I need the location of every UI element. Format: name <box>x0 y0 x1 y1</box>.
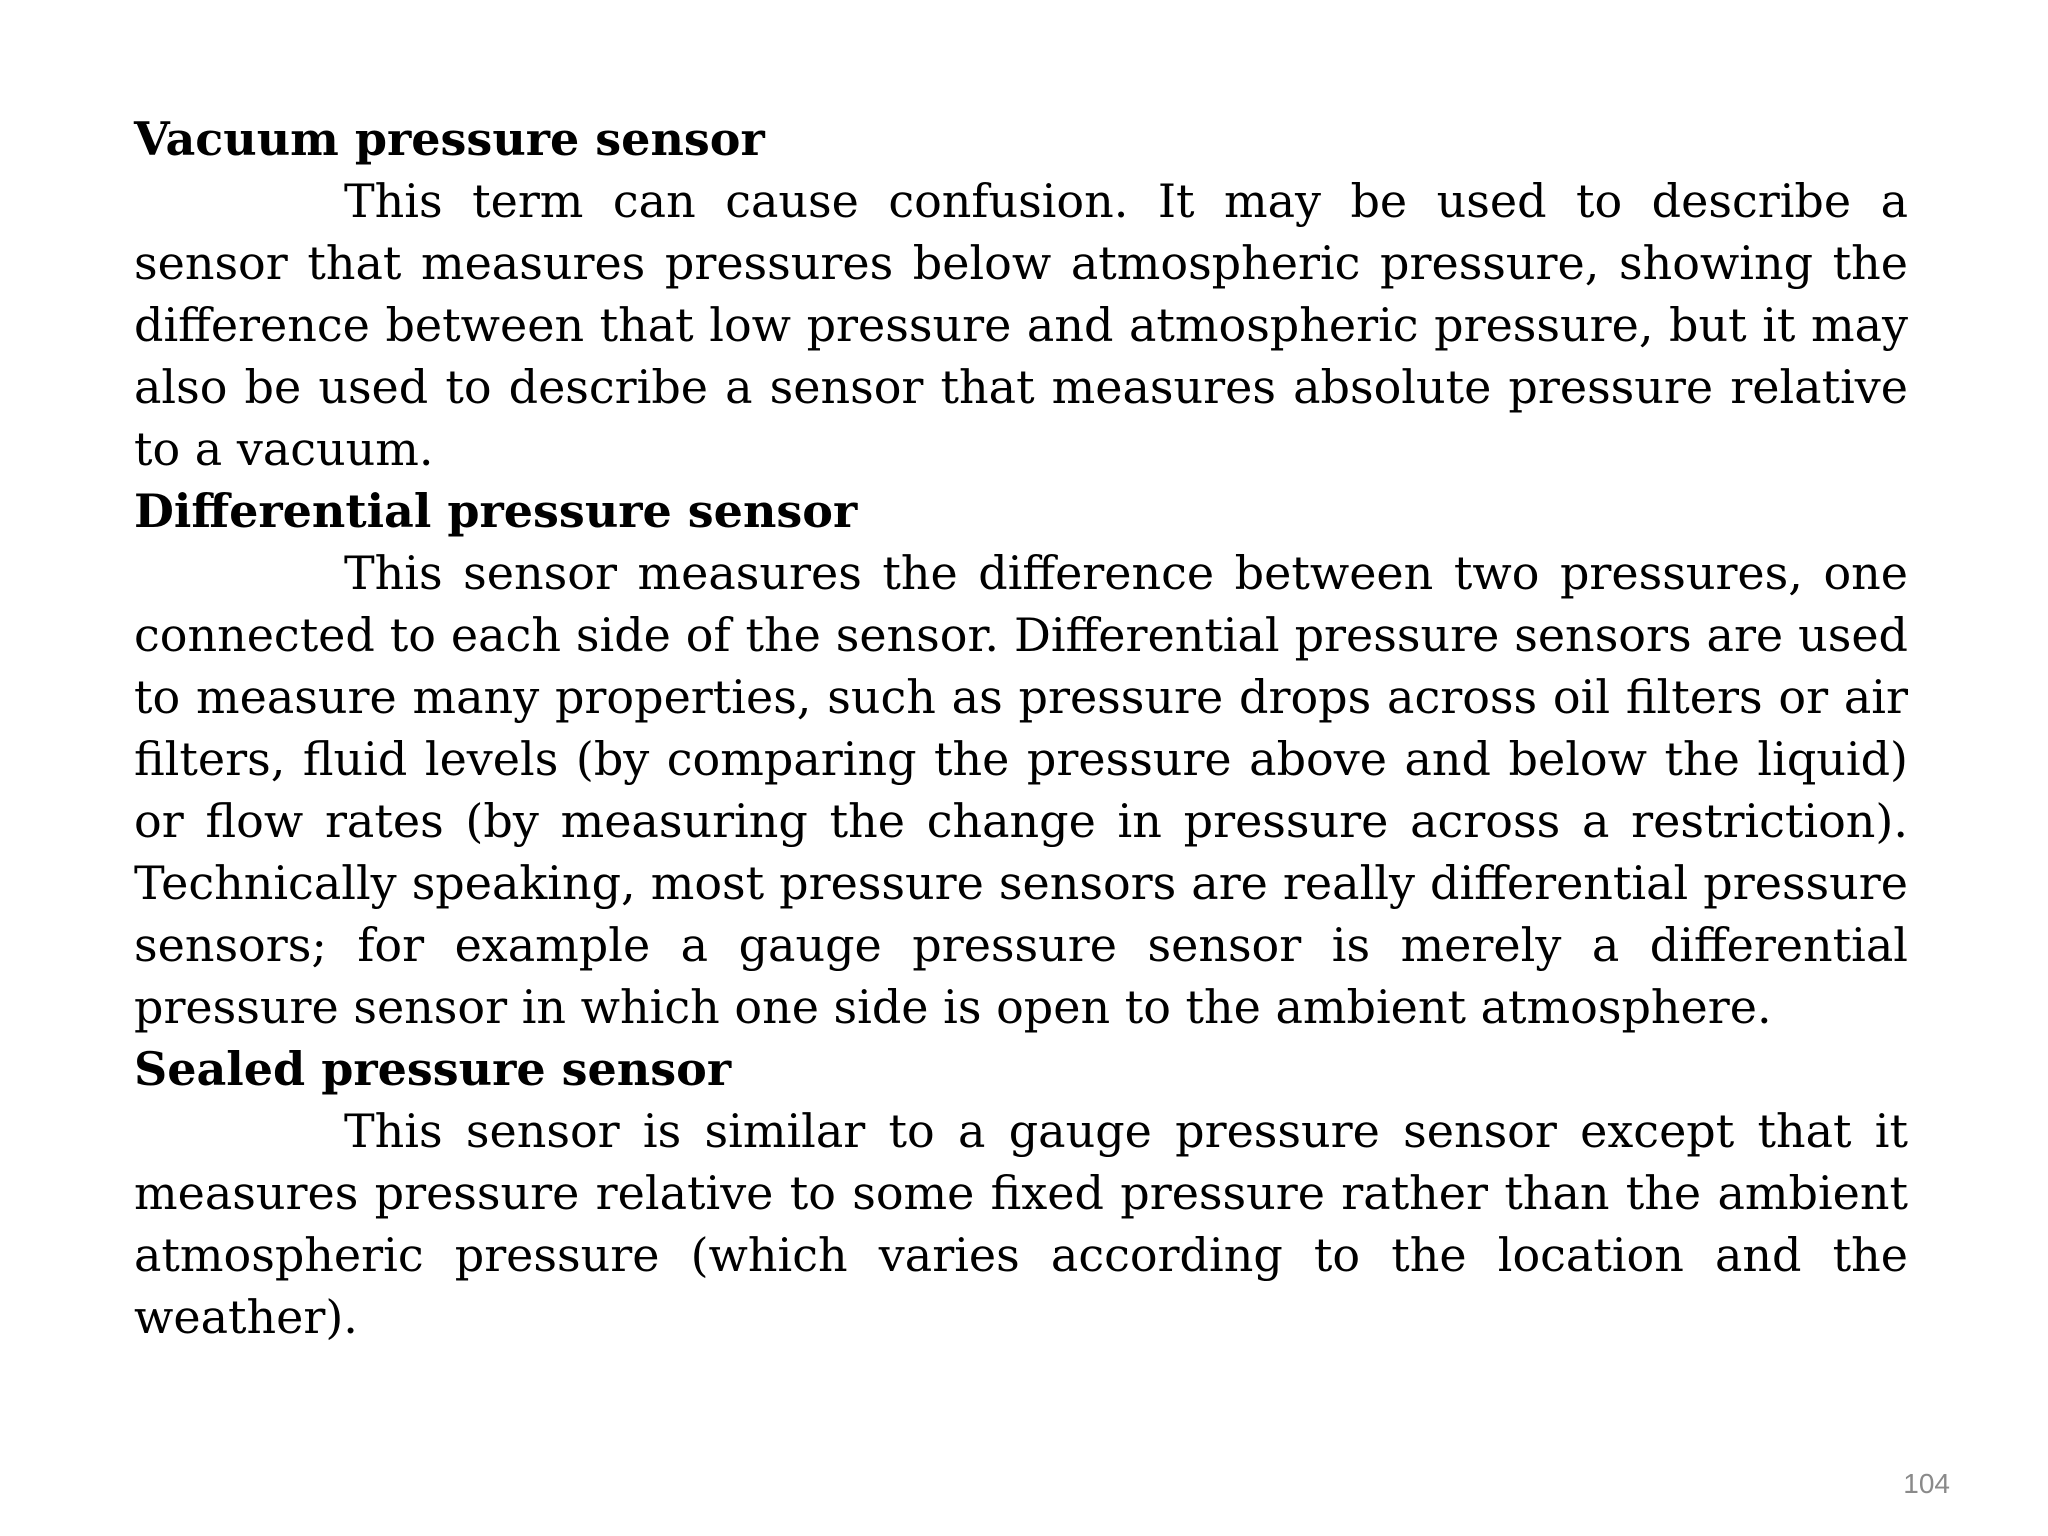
section-paragraph-differential: This sensor measures the difference between two pressures, one connected to each side of the sensor. Differential pressure sensors are used to measure many properties, such as pressure drops across oil filters or air filters, fluid levels (by comparing the pressure above and below the liquid) or flow rates (by measuring the change in pressure across a restriction). Technically speaking, most pressure sensors are really differential pressure sensors; for example a gauge pressure sensor is merely a differential pressure sensor in which one side is open to the ambient atmosphere. <box>134 546 1908 1034</box>
section-heading-differential: Differential pressure sensor <box>134 484 858 538</box>
page-number: 104 <box>1903 1468 1950 1499</box>
section-heading-sealed: Sealed pressure sensor <box>134 1042 732 1096</box>
section-paragraph-sealed: This sensor is similar to a gauge pressure sensor except that it measures pressure relative to some fixed pressure rather than the ambient atmospheric pressure (which varies according to the location and the weather). <box>134 1104 1908 1344</box>
document-body <box>134 108 1908 1348</box>
section-paragraph-vacuum: This term can cause confusion. It may be used to describe a sensor that measures pressures below atmospheric pressure, showing the difference between that low pressure and atmospheric pressure, but it may also be used to describe a sensor that measures absolute pressure relative to a vacuum. <box>134 174 1908 476</box>
section-heading-vacuum: Vacuum pressure sensor <box>134 112 765 166</box>
